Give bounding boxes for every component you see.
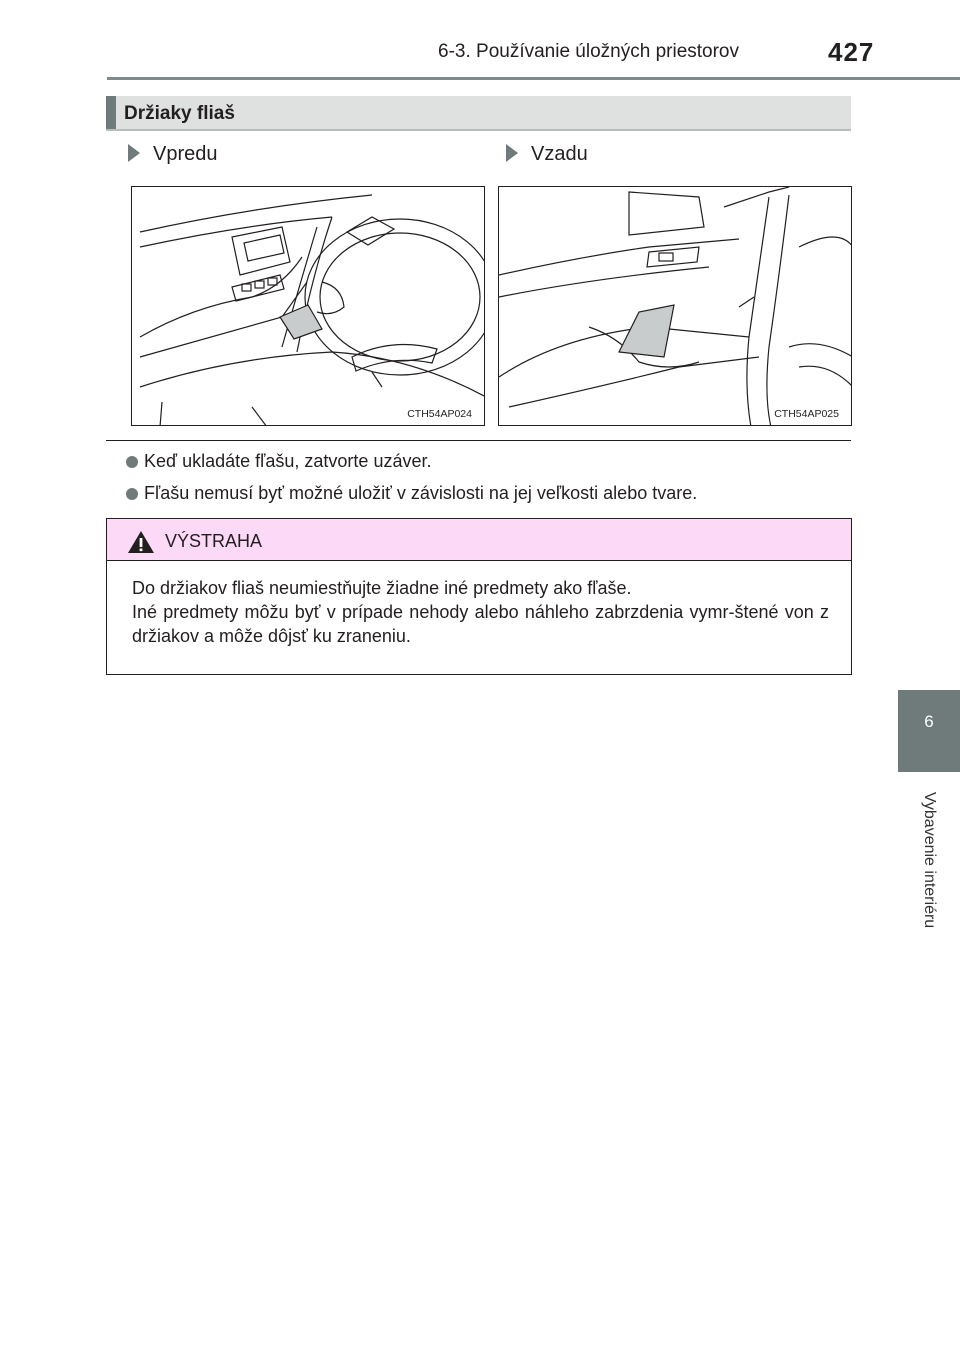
page-number: 427 [828, 37, 875, 67]
figure-code-front: CTH54AP024 [407, 408, 472, 420]
header-divider [107, 77, 960, 80]
subsection-front-label: Vpredu [153, 143, 218, 165]
bullet-dot-icon [126, 488, 138, 500]
chapter-title: 6-3. Používanie úložných priestorov [438, 41, 739, 62]
section-header-underline [106, 129, 851, 131]
figure-code-rear: CTH54AP025 [774, 408, 839, 420]
subsection-rear-label: Vzadu [531, 143, 588, 165]
rear-bottle-holder-illustration [498, 186, 852, 426]
warning-text [132, 576, 829, 648]
warning-triangle-icon [127, 530, 155, 554]
bullet-item [126, 483, 697, 504]
front-bottle-holder-illustration [131, 186, 485, 426]
figure-divider [106, 440, 851, 441]
warning-line: Do držiakov fliaš neumiestňujte žiadne iné predmety ako fľaše. [132, 578, 632, 598]
bullet-item [126, 451, 431, 472]
chapter-tab-number: 6 [924, 712, 934, 731]
triangle-bullet-icon [128, 144, 140, 162]
triangle-bullet-icon [506, 144, 518, 162]
bullet-text: Keď ukladáte fľašu, zatvorte uzáver. [144, 451, 432, 471]
subsection-rear [506, 143, 588, 166]
warning-header [107, 519, 851, 561]
chapter-tab-label: Vybavenie interiéru [921, 791, 938, 929]
warning-box [106, 518, 852, 675]
warning-line: Iné predmety môžu byť v prípade nehody alebo náhleho zabrzdenia vymr-štené von z držiakov a môže dôjsť ku zraneniu. [132, 602, 829, 646]
warning-title: VÝSTRAHA [165, 531, 263, 551]
bullet-text: Fľašu nemusí byť možné uložiť v závislosti na jej veľkosti alebo tvare. [144, 483, 698, 503]
section-title: Držiaky fliaš [124, 103, 235, 124]
bullet-dot-icon [126, 456, 138, 468]
subsection-front [128, 143, 218, 166]
